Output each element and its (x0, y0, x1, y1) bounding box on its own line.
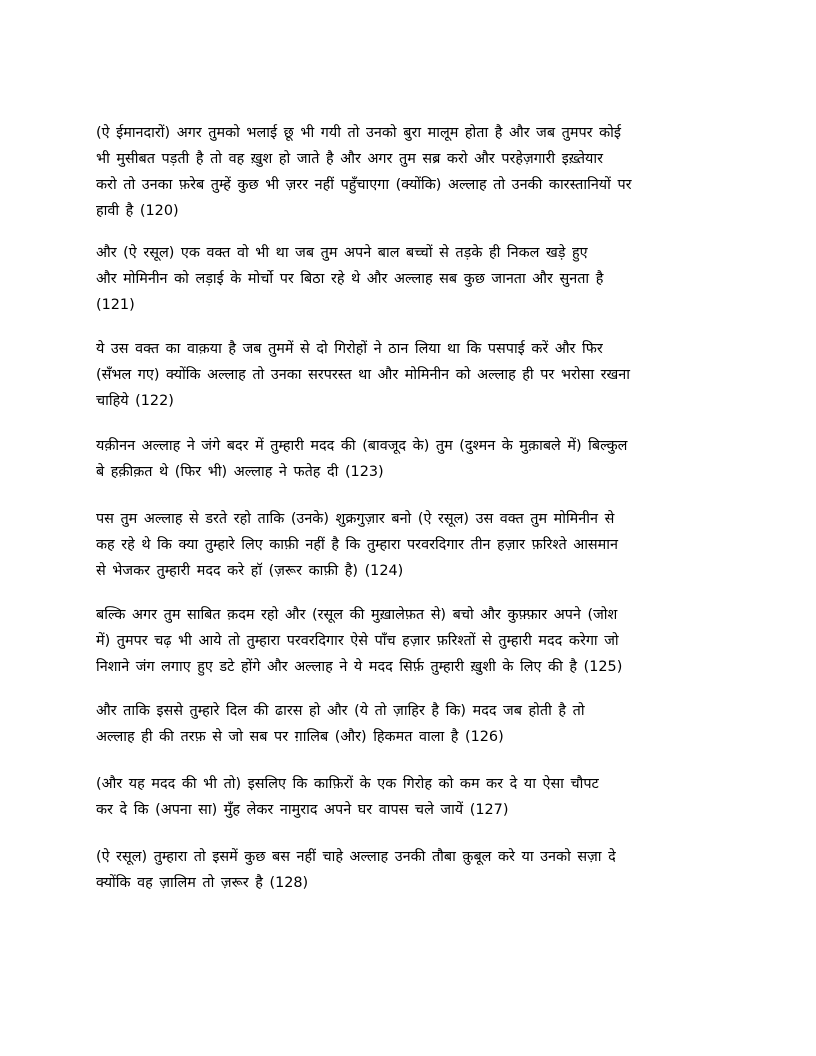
text-line: चाहिये (122) (96, 393, 174, 409)
text-line: कह रहे थे कि क्या तुम्हारे लिए काफ़ी नहीं है कि तुम्हारा परवरदिगार तीन हज़ार फ़रिश्ते आसमान (96, 537, 618, 553)
verse-paragraph-127 (96, 771, 720, 823)
text-line: कर दे कि (अपना सा) मुँह लेकर नामुराद अपने घर वापस चले जायें (127) (96, 802, 509, 818)
text-line: और मोमिनीन को लड़ाई के मोर्चो पर बिठा रहे थे और अल्लाह सब कुछ जानता और सुनता है (96, 271, 604, 287)
text-line: में) तुमपर चढ़ भी आये तो तुम्हारा परवरदिगार ऐसे पाँच हज़ार फ़रिश्तों से तुम्हारी मदद करेगा जो (96, 633, 619, 649)
text-line: (ऐ रसूल) तुम्हारा तो इसमें कुछ बस नहीं चाहे अल्लाह उनकी तौबा क़ुबूल करे या उनको सज़ा दे (96, 849, 616, 865)
verse-paragraph-128 (96, 844, 720, 896)
text-line: यक़ीनन अल्लाह ने जंगे बदर में तुम्हारी मदद की (बावजूद के) तुम (दुश्मन के मुक़ाबले में) बिल्कुल (96, 438, 628, 454)
text-line: बे हक़ीक़त थे (फिर भी) अल्लाह ने फतेह दी (123) (96, 464, 384, 480)
text-line: पस तुम अल्लाह से डरते रहो ताकि (उनके) शुक्रगुज़ार बनो (ऐ रसूल) उस वक्त तुम मोमिनीन से (96, 511, 615, 527)
text-line: बल्कि अगर तुम साबित क़दम रहो और (रसूल की मुख़ालेफ़त से) बचो और कुफ़्फ़ार अपने (जोश (96, 607, 618, 623)
text-line: (ऐ ईमानदारों) अगर तुमको भलाई छू भी गयी तो उनको बुरा मालूम होता है और जब तुमपर कोई (96, 125, 621, 141)
text-line: भी मुसीबत पड़ती है तो वह ख़ुश हो जाते है और अगर तुम सब्र करो और परहेज़गारी इख़्तेयार (96, 151, 603, 167)
text-line: हावी है (120) (96, 203, 179, 219)
verse-paragraph-125 (96, 602, 720, 680)
verse-paragraph-123 (96, 433, 720, 485)
text-line: और ताकि इससे तुम्हारे दिल की ढारस हो और (ये तो ज़ाहिर है कि) मदद जब होती है तो (96, 703, 585, 719)
text-line: (और यह मदद की भी तो) इसलिए कि काफ़िरों के एक गिरोह को कम कर दे या ऐसा चौपट (96, 776, 599, 792)
text-line: क्योंकि वह ज़ालिम तो ज़रूर है (128) (96, 875, 309, 891)
text-line: (सँभल गए) क्योंकि अल्लाह तो उनका सरपरस्त था और मोमिनीन को अल्लाह ही पर भरोसा रखना (96, 367, 630, 383)
verse-paragraph-120 (96, 120, 720, 224)
verse-paragraph-126 (96, 698, 720, 750)
text-line: से भेजकर तुम्हारी मदद करे हॉ (ज़रूर काफ़ी है) (124) (96, 563, 404, 579)
text-line: और (ऐ रसूल) एक वक्त वो भी था जब तुम अपने बाल बच्चों से तड़के ही निकल खड़े हुए (96, 245, 588, 261)
verse-paragraph-122 (96, 336, 720, 414)
text-line: करो तो उनका फ़रेब तुम्हें कुछ भी ज़रर नहीं पहुँचाएगा (क्योंकि) अल्लाह तो उनकी कारस्तानियों पर (96, 177, 632, 193)
verse-paragraph-124 (96, 506, 720, 584)
text-line: ये उस वक्त का वाक़या है जब तुममें से दो गिरोहों ने ठान लिया था कि पसपाई करें और फिर (96, 341, 603, 357)
text-line: निशाने जंग लगाए हुए डटे होंगे और अल्लाह ने ये मदद सिर्फ़ तुम्हारी ख़ुशी के लिए की है (125) (96, 659, 623, 675)
verse-paragraph-121 (96, 240, 720, 318)
text-line: अल्लाह ही की तरफ़ से जो सब पर ग़ालिब (और) हिकमत वाला है (126) (96, 729, 504, 745)
text-line: (121) (96, 297, 135, 313)
